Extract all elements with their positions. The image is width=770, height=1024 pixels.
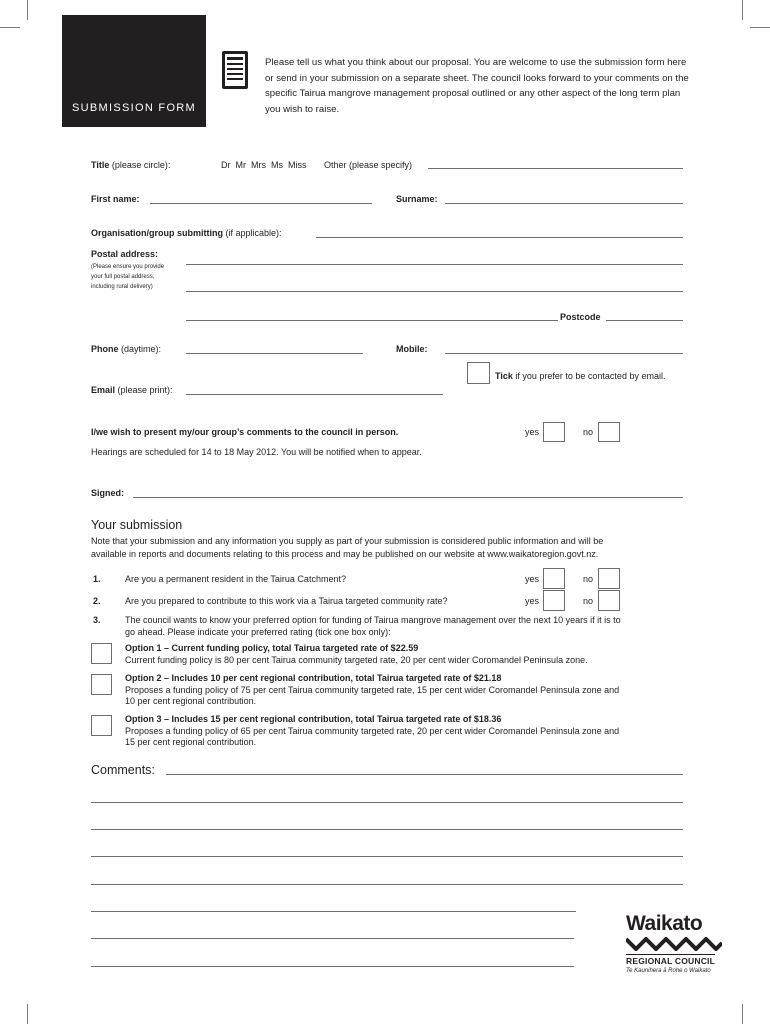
comments-field-line[interactable]	[91, 966, 574, 967]
title-hint: (please circle):	[111, 160, 171, 170]
option-description: 15 per cent regional contribution.	[125, 737, 257, 747]
postal-address-field-1[interactable]	[186, 264, 683, 265]
submission-note: available in reports and documents relating to this process and may be published on our website at www.waikatoregion.govt.nz.	[91, 549, 599, 559]
postal-label: Postal address:	[91, 249, 159, 259]
document-icon	[220, 50, 250, 90]
email-label-group	[91, 385, 173, 396]
intro-text: Please tell us what you think about our proposal. You are welcome to use the submission form here or send in your submission on a separate sheet. The council looks forward to your comments on the specific Tairua mangrove management proposal outlined or any other aspect of the long term plan you wish to raise.	[265, 57, 689, 115]
q1-no-checkbox[interactable]	[598, 568, 620, 589]
option-1-checkbox[interactable]	[91, 643, 112, 664]
hearing-note: Hearings are scheduled for 14 to 18 May 2012. You will be notified when to appear.	[91, 447, 422, 457]
question-number: 1.	[93, 574, 101, 584]
postal-hint: including rural delivery)	[91, 284, 153, 290]
option-description: 10 per cent regional contribution.	[125, 696, 257, 706]
option-description: Proposes a funding policy of 65 per cent Tairua community targeted rate, 20 per cent wider Coromandel Peninsula zone and	[125, 726, 620, 736]
postcode-label: Postcode	[560, 312, 601, 322]
q2-no-label: no	[583, 596, 594, 606]
organisation-label: Organisation/group submitting	[91, 228, 223, 238]
comments-field-line[interactable]	[91, 802, 683, 803]
mobile-label: Mobile:	[396, 344, 428, 354]
organisation-field[interactable]	[316, 237, 683, 238]
hearing-no-checkbox[interactable]	[598, 422, 620, 442]
organisation-hint: (if applicable):	[225, 228, 282, 238]
q1-no-label: no	[583, 574, 594, 584]
email-label: Email	[91, 385, 116, 395]
logo-tagline: Te Kaunihera ā Rohe o Waikato	[626, 968, 711, 974]
hearing-yes-label: yes	[525, 427, 540, 437]
hearing-yes-checkbox[interactable]	[543, 422, 565, 442]
option-description: Proposes a funding policy of 75 per cent Tairua community targeted rate, 15 per cent wider Coromandel Peninsula zone and	[125, 685, 620, 695]
signed-label: Signed:	[91, 488, 124, 498]
crop-mark	[742, 1004, 743, 1024]
question-text: go ahead. Please indicate your preferred rating (tick one box only):	[125, 627, 391, 637]
logo-sub: REGIONAL COUNCIL	[626, 956, 715, 966]
comments-field-line[interactable]	[91, 884, 683, 885]
first-name-field[interactable]	[150, 203, 372, 204]
comments-field-line[interactable]	[166, 774, 683, 775]
postcode-field[interactable]	[606, 320, 683, 321]
organisation-label-group	[91, 228, 282, 239]
crop-mark	[27, 0, 28, 20]
submission-note: Note that your submission and any information you supply as part of your submission is considered public information and will be	[91, 536, 604, 546]
q1-yes-checkbox[interactable]	[543, 568, 565, 589]
phone-label-group	[91, 344, 161, 355]
comments-field-line[interactable]	[91, 829, 683, 830]
option-3-checkbox[interactable]	[91, 715, 112, 736]
question-text: Are you prepared to contribute to this work via a Tairua targeted community rate?	[125, 596, 448, 606]
option-title: Option 3 – Includes 15 per cent regional contribution, total Tairua targeted rate of $18.36	[125, 714, 502, 724]
tick-text: if you prefer to be contacted by email.	[515, 371, 666, 381]
submission-heading: Your submission	[91, 518, 183, 532]
waikato-logo	[625, 912, 725, 982]
mobile-field[interactable]	[445, 353, 683, 354]
hearing-question: I/we wish to present my/our group’s comments to the council in person.	[91, 427, 399, 437]
phone-hint: (daytime):	[121, 344, 162, 354]
crop-mark	[742, 0, 743, 20]
email-contact-checkbox[interactable]	[467, 362, 490, 384]
title-other: Other (please specify)	[324, 160, 413, 170]
comments-field-line[interactable]	[91, 856, 683, 857]
option-2-checkbox[interactable]	[91, 674, 112, 695]
question-text: The council wants to know your preferred option for funding of Tairua mangrove management over the next 10 years if it is to	[125, 615, 621, 625]
surname-label: Surname:	[396, 194, 438, 204]
postal-hint: your full postal address,	[91, 274, 155, 280]
form-title: SUBMISSION FORM	[72, 102, 197, 114]
email-contact-label	[495, 371, 665, 382]
comments-field-line[interactable]	[91, 938, 574, 939]
phone-label: Phone	[91, 344, 119, 354]
option-title: Option 2 – Includes 10 per cent regional contribution, total Tairua targeted rate of $21.18	[125, 673, 502, 683]
question-number: 2.	[93, 596, 101, 606]
phone-field[interactable]	[186, 353, 363, 354]
q2-yes-label: yes	[525, 596, 540, 606]
tick-label: Tick	[495, 371, 513, 381]
q1-yes-label: yes	[525, 574, 540, 584]
title-label: Title	[91, 160, 110, 170]
comments-label: Comments:	[91, 763, 155, 777]
option-title: Option 1 – Current funding policy, total Tairua targeted rate of $22.59	[125, 643, 419, 653]
title-options[interactable]: Dr Mr Mrs Ms Miss	[221, 160, 307, 170]
hearing-no-label: no	[583, 427, 594, 437]
question-text: Are you a permanent resident in the Tairua Catchment?	[125, 574, 346, 584]
postal-hint: (Please ensure you provide	[91, 264, 165, 270]
email-field[interactable]	[186, 394, 443, 395]
surname-field[interactable]	[445, 203, 683, 204]
question-number: 3.	[93, 615, 101, 625]
signature-field[interactable]	[133, 497, 683, 498]
q2-yes-checkbox[interactable]	[543, 590, 565, 611]
postal-address-field-2[interactable]	[186, 291, 683, 292]
first-name-label: First name:	[91, 194, 140, 204]
crop-mark	[750, 27, 770, 28]
logo-wave-icon	[626, 937, 722, 951]
email-hint: (please print):	[117, 385, 173, 395]
q2-no-checkbox[interactable]	[598, 590, 620, 611]
logo-name: Waikato	[626, 912, 703, 935]
comments-field-line[interactable]	[91, 911, 576, 912]
title-label-group	[91, 160, 170, 171]
title-other-field[interactable]	[428, 168, 683, 169]
option-description: Current funding policy is 80 per cent Tairua community targeted rate, 20 per cent wider Coromandel Peninsula zone.	[125, 655, 588, 665]
postal-address-field-3[interactable]	[186, 320, 558, 321]
crop-mark	[0, 27, 20, 28]
crop-mark	[27, 1004, 28, 1024]
